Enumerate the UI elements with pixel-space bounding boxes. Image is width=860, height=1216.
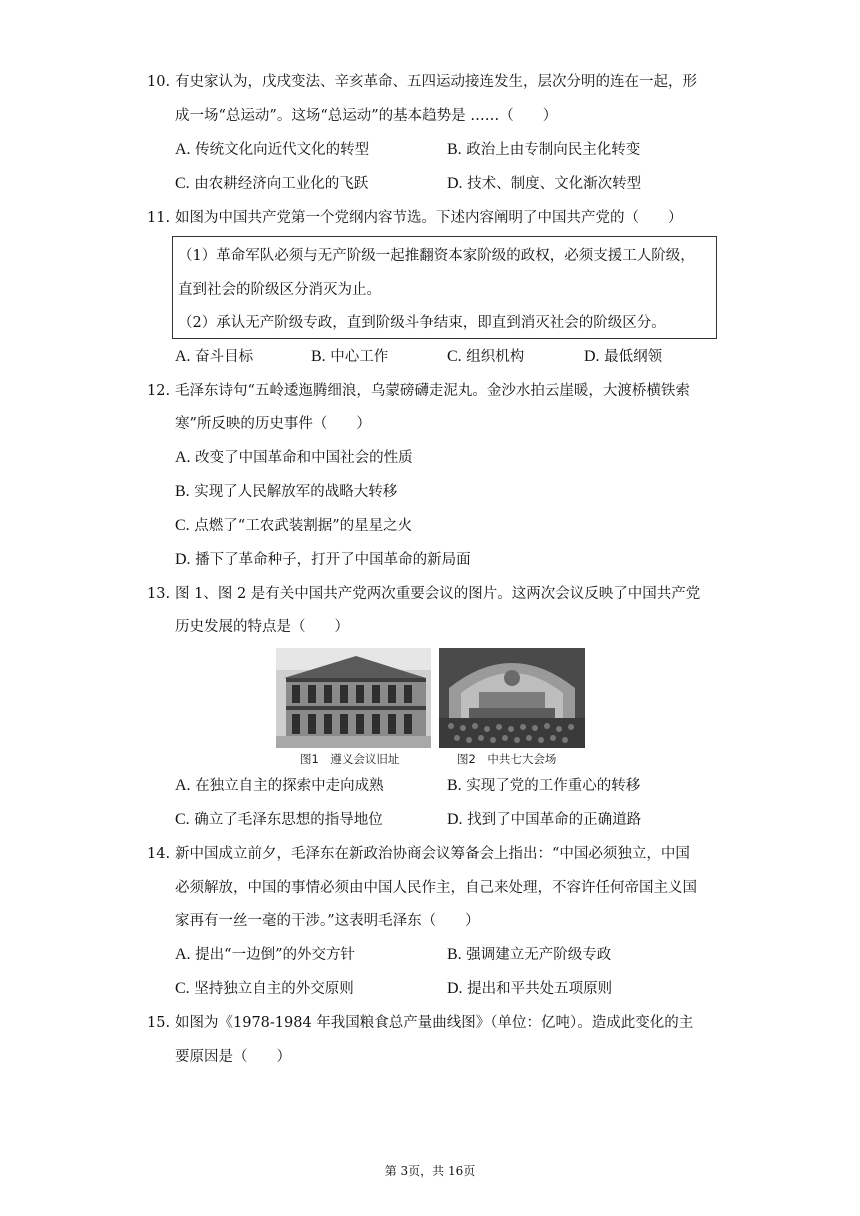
option-text: 改变了中国革命和中国社会的性质 <box>195 450 413 466</box>
quote-line: 直到社会的阶级区分消灭为止。 <box>178 282 381 298</box>
page-footer: 第 3页，共 16页 <box>384 1164 476 1178</box>
question-stem: 毛泽东诗句“五岭逶迤腾细浪，乌蒙磅礴走泥丸。金沙水拍云崖暖，大渡桥横铁索 <box>175 383 690 399</box>
question-number: 14. <box>147 846 171 862</box>
option-letter: B. <box>447 777 462 794</box>
question-stem: 如图为中国共产党第一个党纲内容节选。下述内容阐明了中国共产党的（ ） <box>175 210 683 226</box>
option-letter: A. <box>175 777 191 794</box>
option-text: 由农耕经济向工业化的飞跃 <box>194 176 369 192</box>
question-number: 15. <box>147 1015 171 1031</box>
question-stem: 必须解放，中国的事情必须由中国人民作主，自己来处理，不容许任何帝国主义国 <box>175 880 697 896</box>
quote-line: （1）革命军队必须与无产阶级一起推翻资本家阶级的政权，必须支援工人阶级， <box>178 248 695 264</box>
option-text: 实现了党的工作重心的转移 <box>466 778 641 794</box>
option-letter: C. <box>447 348 462 365</box>
question-stem: 如图为《1978-1984 年我国粮食总产量曲线图》（单位：亿吨）。造成此变化的主 <box>175 1015 694 1031</box>
option-a[interactable] <box>175 347 253 367</box>
question-stem: 寒”所反映的历史事件（ ） <box>175 416 371 432</box>
option-text: 传统文化向近代文化的转型 <box>195 142 370 158</box>
option-text: 实现了人民解放军的战略大转移 <box>194 484 398 500</box>
option-text: 提出“一边倒”的外交方针 <box>195 947 355 963</box>
option-letter: B. <box>311 348 326 365</box>
option-text: 坚持独立自主的外交原则 <box>194 981 354 997</box>
option-letter: D. <box>447 175 463 192</box>
option-text: 组织机构 <box>466 349 525 365</box>
option-letter: D. <box>584 348 600 365</box>
option-text: 奋斗目标 <box>195 349 254 365</box>
question-stem: 新中国成立前夕，毛泽东在新政治协商会议筹备会上指出：“中国必须独立，中国 <box>175 846 690 862</box>
question-stem: 图 1、图 2 是有关中国共产党两次重要会议的图片。这两次会议反映了中国共产党 <box>175 586 701 602</box>
option-letter: C. <box>175 175 190 192</box>
option-text: 找到了中国革命的正确道路 <box>467 812 642 828</box>
option-a[interactable] <box>175 776 384 796</box>
option-c[interactable] <box>175 174 368 194</box>
question-stem: 成一场“总运动”。这场“总运动”的基本趋势是 ……（ ） <box>175 108 558 124</box>
question-stem: 有史家认为，戊戌变法、辛亥革命、五四运动接连发生，层次分明的连在一起，形 <box>175 74 697 90</box>
option-d[interactable] <box>175 550 471 570</box>
option-letter: C. <box>175 980 190 997</box>
option-d[interactable] <box>584 347 662 367</box>
option-letter: C. <box>175 517 190 534</box>
option-text: 中心工作 <box>330 349 389 365</box>
option-text: 确立了毛泽东思想的指导地位 <box>194 812 383 828</box>
option-letter: A. <box>175 141 191 158</box>
option-c[interactable] <box>447 347 524 367</box>
option-c[interactable] <box>175 979 354 999</box>
option-b[interactable] <box>175 482 397 502</box>
option-c[interactable] <box>175 810 383 830</box>
option-d[interactable] <box>447 979 612 999</box>
option-text: 播下了革命种子，打开了中国革命的新局面 <box>195 552 471 568</box>
option-text: 技术、制度、文化渐次转型 <box>467 176 642 192</box>
question-stem: 家再有一丝一毫的干涉。”这表明毛泽东（ ） <box>175 913 480 929</box>
question-number: 12. <box>147 383 171 399</box>
option-text: 在独立自主的探索中走向成熟 <box>195 778 384 794</box>
question-number: 10. <box>147 74 171 90</box>
option-d[interactable] <box>447 810 641 830</box>
option-b[interactable] <box>447 140 640 160</box>
option-a[interactable] <box>175 945 355 965</box>
option-letter: B. <box>447 946 462 963</box>
option-b[interactable] <box>447 945 611 965</box>
option-c[interactable] <box>175 516 412 536</box>
option-letter: A. <box>175 348 191 365</box>
option-a[interactable] <box>175 448 413 468</box>
option-text: 点燃了“工农武装割据”的星星之火 <box>194 518 413 534</box>
option-letter: C. <box>175 811 190 828</box>
option-b[interactable] <box>447 776 640 796</box>
option-b[interactable] <box>311 347 388 367</box>
figure-caption: 图2 中共七大会场 <box>457 752 557 766</box>
question-number: 13. <box>147 586 171 602</box>
option-letter: D. <box>447 811 463 828</box>
option-letter: D. <box>175 551 191 568</box>
quote-line: （2）承认无产阶级专政，直到阶级斗争结束，即直到消灭社会的阶级区分。 <box>178 315 666 331</box>
option-letter: A. <box>175 946 191 963</box>
congress-hall-photo <box>439 648 585 748</box>
question-number: 11. <box>147 210 171 226</box>
question-stem: 历史发展的特点是（ ） <box>175 619 349 635</box>
option-a[interactable] <box>175 140 369 160</box>
option-text: 最低纲领 <box>604 349 663 365</box>
option-letter: B. <box>447 141 462 158</box>
option-text: 政治上由专制向民主化转变 <box>466 142 641 158</box>
option-text: 强调建立无产阶级专政 <box>466 947 612 963</box>
option-text: 提出和平共处五项原则 <box>467 981 613 997</box>
option-letter: D. <box>447 980 463 997</box>
zunyi-building-photo <box>276 648 431 748</box>
option-letter: A. <box>175 449 191 466</box>
figure-caption: 图1 遵义会议旧址 <box>300 752 400 766</box>
question-stem: 要原因是（ ） <box>175 1049 291 1065</box>
option-d[interactable] <box>447 174 641 194</box>
option-letter: B. <box>175 483 190 500</box>
